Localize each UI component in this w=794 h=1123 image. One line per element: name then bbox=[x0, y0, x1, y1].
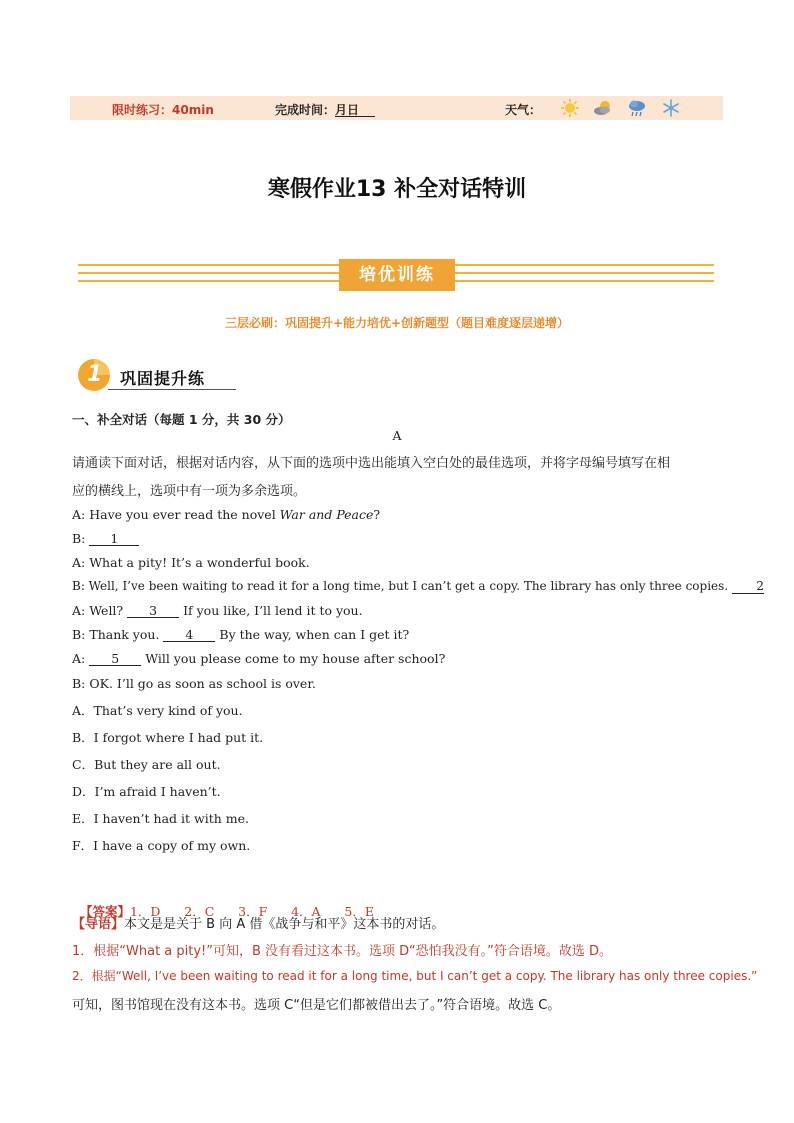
option-e: E．I haven’t had it with me. bbox=[72, 811, 249, 826]
weather-label: 天气： bbox=[505, 103, 542, 117]
answer-tag: 【答案】 bbox=[79, 904, 130, 919]
guide-line bbox=[72, 913, 444, 932]
novel-title: War and Peace bbox=[279, 507, 374, 522]
option-a: A．That’s very kind of you. bbox=[72, 703, 243, 718]
dialogue-text: A: Well? bbox=[72, 603, 128, 618]
section-number: 1 bbox=[87, 362, 103, 387]
finish-time-text: 完成时间： bbox=[275, 103, 336, 117]
explanation-1: 1．根据“What a pity!”可知，B 没有看过这本书。选项 D“恐怕我没有。”符合语境。故选 D。 bbox=[72, 944, 613, 959]
dialogue-line-4 bbox=[72, 579, 764, 594]
part-label: A bbox=[392, 428, 402, 443]
dialogue-line-8: B: OK. I’ll go as soon as school is over. bbox=[72, 676, 316, 691]
answer-text: 1．D 2．C 3．F 4．A 5．E bbox=[129, 904, 375, 919]
dialogue-line-2 bbox=[72, 531, 139, 546]
dialogue-line-7 bbox=[72, 651, 445, 666]
option-f: F．I have a copy of my own. bbox=[72, 838, 251, 853]
dialogue-text: If you like, I’ll lend it to you. bbox=[179, 603, 363, 618]
month-label: 月 bbox=[335, 103, 348, 117]
snowflake-icon[interactable] bbox=[661, 98, 681, 118]
sun-icon[interactable] bbox=[560, 98, 580, 118]
header-bar bbox=[70, 96, 723, 120]
dialogue-text: A: bbox=[72, 651, 90, 666]
explanation-2-line-2: 可知，图书馆现在没有这本书。选项 C“但是它们都被借出去了。”符合语境。故选 C。 bbox=[72, 998, 561, 1013]
instruction-line-2: 应的横线上，选项中有一项为多余选项。 bbox=[72, 484, 307, 499]
dialogue-line-5 bbox=[72, 603, 363, 618]
answer-blank-5[interactable]: 5 bbox=[89, 652, 141, 666]
answer-blank-1[interactable]: 1 bbox=[89, 532, 139, 546]
answer-blank-4[interactable]: 4 bbox=[163, 628, 215, 642]
question-heading: 一、补全对话（每题 1 分，共 30 分） bbox=[72, 412, 291, 427]
dialogue-text: Will you please come to my house after school? bbox=[141, 651, 446, 666]
answer-blank-2[interactable]: 2 bbox=[732, 580, 764, 594]
dialogue-text: ? bbox=[373, 507, 381, 522]
time-limit-label: 限时练习：40min bbox=[112, 103, 214, 117]
speaker-label: B: bbox=[72, 531, 90, 546]
dialogue-line-1 bbox=[72, 507, 380, 522]
instruction-line-1: 请通读下面对话，根据对话内容，从下面的选项中选出能填入空白处的最佳选项，并将字母编号填写在相 bbox=[72, 456, 671, 471]
option-c: C．But they are all out. bbox=[72, 757, 221, 772]
dialogue-text: A: Have you ever read the novel bbox=[72, 507, 280, 522]
option-d: D．I’m afraid I haven’t. bbox=[72, 784, 221, 799]
section-underline bbox=[108, 389, 236, 390]
dialogue-text: By the way, when can I get it? bbox=[215, 627, 410, 642]
day-label: 日 bbox=[347, 103, 360, 117]
section-banner: 培优训练 bbox=[339, 259, 455, 291]
dialogue-text: B: Thank you. bbox=[72, 627, 164, 642]
answer-blank-3[interactable]: 3 bbox=[127, 604, 179, 618]
guide-tag: 【导语】 bbox=[72, 917, 125, 932]
option-b: B．I forgot where I had put it. bbox=[72, 730, 264, 745]
dialogue-text: B: Well, I’ve been waiting to read it for a long time, but I can’t get a copy. The library has only three copies. bbox=[72, 579, 732, 593]
finish-time-label bbox=[275, 101, 359, 118]
guide-text: 本文是是关于 B 向 A 借《战争与和平》这本书的对话。 bbox=[124, 917, 445, 932]
banner-subtitle: 三层必刷：巩固提升+能力培优+创新题型（题目难度逐层递增） bbox=[224, 316, 570, 330]
explanation-2-line-1: 2．根据“Well, I’ve been waiting to read it for a long time, but I can’t get a copy. The library has only three copies.” bbox=[72, 969, 758, 983]
page-title: 寒假作业13 补全对话特训 bbox=[267, 177, 527, 202]
partly-cloudy-icon[interactable] bbox=[593, 98, 613, 118]
section-title: 巩固提升练 bbox=[120, 369, 206, 388]
day-blank[interactable] bbox=[347, 106, 375, 117]
storm-icon[interactable] bbox=[627, 98, 647, 118]
dialogue-line-6 bbox=[72, 627, 409, 642]
dialogue-line-3: A: What a pity! It’s a wonderful book. bbox=[72, 555, 310, 570]
